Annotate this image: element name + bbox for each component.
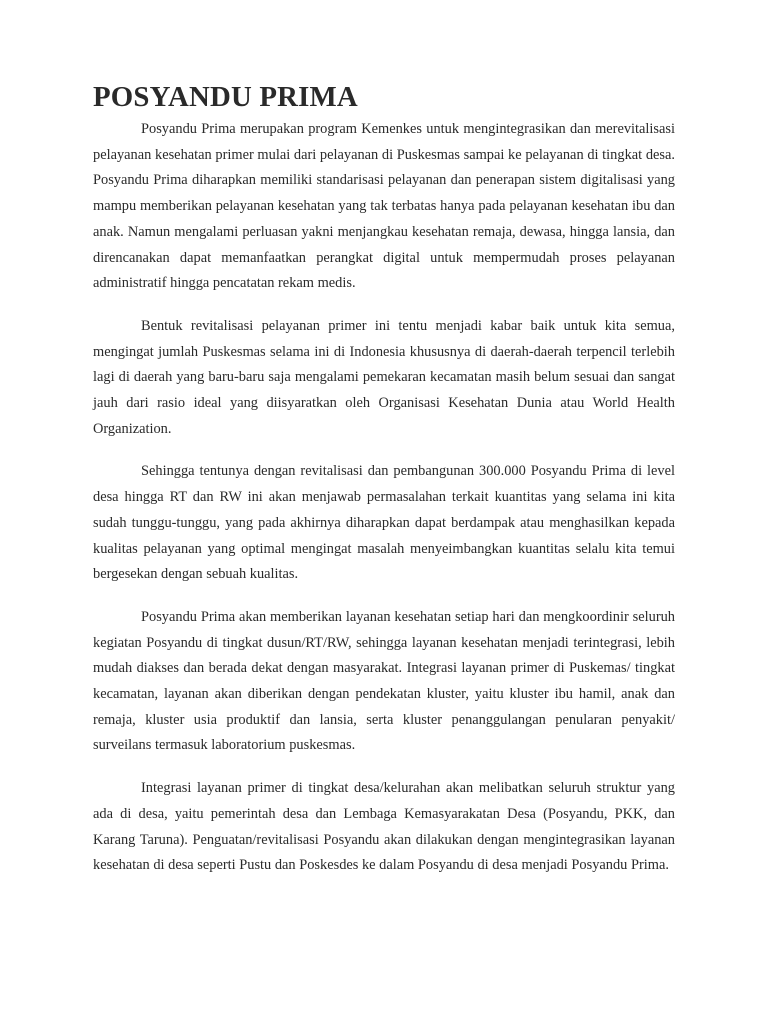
paragraph-2: Bentuk revitalisasi pelayanan primer ini tentu menjadi kabar baik untuk kita semua, mengingat jumlah Puskesmas selama ini di Indonesia khususnya di daerah-daerah terpencil terlebih lagi di daerah yang baru-baru saja mengalami pemekaran kecamatan masih belum sesuai dan sangat jauh dari rasio ideal yang diisyaratkan oleh Organisasi Kesehatan Dunia atau World Health Organization.: [93, 317, 675, 437]
document-page: [93, 81, 675, 896]
paragraph-4: Posyandu Prima akan memberikan layanan kesehatan setiap hari dan mengkoordinir seluruh kegiatan Posyandu di tingkat dusun/RT/RW, sehingga layanan kesehatan menjadi terintegrasi, lebih mudah diakses dan berada dekat dengan masyarakat. Integrasi layanan primer di Puskemas/ tingkat kecamatan, layanan akan diberikan dengan pendekatan kluster, yaitu kluster ibu hamil, anak dan remaja, kluster usia produktif dan lansia, serta kluster penanggulangan penularan penyakit/ surveilans termasuk laboratorium puskesmas.: [93, 608, 675, 754]
paragraph-1: Posyandu Prima merupakan program Kemenkes untuk mengintegrasikan dan merevitalisasi pelayanan kesehatan primer mulai dari pelayanan di Puskesmas sampai ke pelayanan di tingkat desa. Posyandu Prima diharapkan memiliki standarisasi pelayanan dan penerapan sistem digitalisasi yang mampu memberikan pelayanan kesehatan yang tak terbatas hanya pada pelayanan kesehatan ibu dan anak. Namun mengalami perluasan yakni menjangkau kesehatan remaja, dewasa, hingga lansia, dan direncanakan dapat memanfaatkan perangkat digital untuk mempermudah proses pelayanan administratif hingga pencatatan rekam medis.: [93, 121, 675, 292]
paragraph-5: Integrasi layanan primer di tingkat desa/kelurahan akan melibatkan seluruh struktur yang ada di desa, yaitu pemerintah desa dan Lembaga Kemasyarakatan Desa (Posyandu, PKK, dan Karang Taruna). Penguatan/revitalisasi Posyandu akan dilakukan dengan mengintegrasikan layanan kesehatan di desa seperti Pustu dan Poskesdes ke dalam Posyandu di desa menjadi Posyandu Prima.: [93, 780, 675, 874]
document-title: POSYANDU PRIMA: [93, 81, 358, 113]
paragraph-3: Sehingga tentunya dengan revitalisasi dan pembangunan 300.000 Posyandu Prima di level desa hingga RT dan RW ini akan menjawab permasalahan terkait kuantitas yang selama ini kita sudah tunggu-tunggu, yang pada akhirnya diharapkan dapat berdampak atau menghasilkan kepada kualitas pelayanan yang optimal mengingat masalah menyeimbangkan kuantitas selalu kita temui bergesekan dengan sebuah kualitas.: [93, 463, 675, 583]
